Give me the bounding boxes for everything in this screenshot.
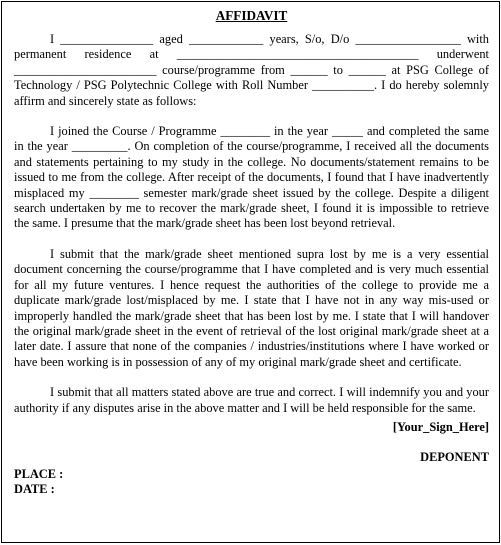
paragraph-3-text: I submit that the mark/grade sheet mentioned supra lost by me is a very essential document concerning the course/programme that I have completed and is very much essential for all my future ventures. I hence request the authorities of the college to provide me a duplicate mark/grade lost/misplaced by me. I state that I have not in any way mis-used or improperly handled the mark/grade sheet that has been lost by me. I state that I will handover the original mark/grade sheet in the event of retrieval of the lost original mark/grade sheet at a later date. I assure that none of the companies / industries/institutions where I have worked or have been working is in possession of any of my original mark/grade sheet and certificate. [14, 246, 489, 369]
paragraph-indemnity [14, 385, 489, 416]
place-line [14, 467, 489, 482]
deponent-label: DEPONENT [420, 450, 489, 465]
paragraph-loss-statement [14, 124, 489, 232]
place-date-block [14, 467, 489, 497]
date-label: DATE : [14, 481, 55, 496]
paragraph-spacer [14, 109, 489, 124]
date-line [14, 482, 489, 497]
paragraph-4-text: I submit that all matters stated above are true and correct. I will indemnify you and your authority if any disputes arise in the above matter and I will be held responsible for the same. [14, 385, 489, 415]
document-title: AFFIDAVIT [215, 8, 288, 23]
paragraph-declarant-details [14, 32, 489, 109]
affidavit-page [1, 1, 500, 543]
signature-placeholder: [Your_Sign_Here] [392, 419, 489, 434]
paragraph-2-text: I joined the Course / Programme ________ in the year _____ and completed the same in the year _________. On completion of the course/programme, I received all the documents and statements pertaining to my study in the college. No documents/statement remains to be issued to me from the college. After receipt of the documents, I found that I have inadvertently misplaced my ________ semester mark/grade sheet issued by the college. Despite a diligent search undertaken by me to recover the mark/grade sheet, I found it is impossible to retrieve the same. I presume that the mark/grade sheet has been lost beyond retrieval. [14, 124, 489, 231]
paragraph-duplicate-request [14, 247, 489, 370]
paragraph-1-text: I _______________ aged ____________ years, S/o, D/o _________________ with permanent residence at _______________________________________ underwent _______________________ course/programme from ______ to ______ at PSG College of Technology / PSG Polytechnic College with Roll Number __________. I do hereby solemnly affirm and sincerely state as follows: [14, 32, 489, 108]
place-label: PLACE : [14, 466, 64, 481]
paragraph-spacer [14, 370, 489, 385]
paragraph-spacer [14, 232, 489, 247]
